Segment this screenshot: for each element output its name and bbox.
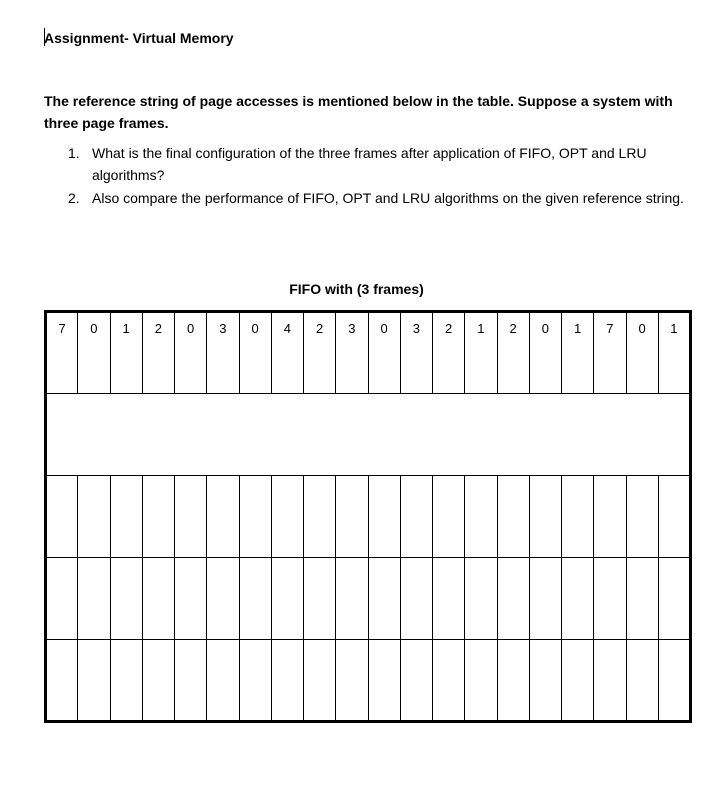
- question-text: Also compare the performance of FIFO, OPT and LRU algorithms on the given reference string.: [92, 190, 684, 206]
- frame-cell[interactable]: [336, 476, 368, 558]
- question-item: [44, 142, 684, 186]
- frame-cell[interactable]: [239, 558, 271, 640]
- frame-cell[interactable]: [78, 640, 110, 722]
- frame-cell[interactable]: [562, 640, 594, 722]
- frame-cell[interactable]: [658, 558, 690, 640]
- reference-cell: 2: [497, 312, 529, 394]
- reference-cell: 0: [175, 312, 207, 394]
- question-number: 1.: [68, 145, 80, 161]
- frame-cell[interactable]: [368, 640, 400, 722]
- reference-cell: 1: [465, 312, 497, 394]
- frame-cell[interactable]: [594, 558, 626, 640]
- frame-cell[interactable]: [529, 640, 561, 722]
- table-spacer-row: [46, 394, 691, 476]
- frame-cell[interactable]: [497, 558, 529, 640]
- frame-cell[interactable]: [304, 640, 336, 722]
- fifo-frame-table: [44, 310, 692, 723]
- reference-cell: 1: [658, 312, 690, 394]
- reference-cell: 3: [336, 312, 368, 394]
- frame-cell[interactable]: [497, 476, 529, 558]
- frame-cell[interactable]: [78, 558, 110, 640]
- frame-cell[interactable]: [239, 476, 271, 558]
- frame-cell[interactable]: [465, 558, 497, 640]
- frame-cell[interactable]: [175, 558, 207, 640]
- frame-cell[interactable]: [400, 640, 432, 722]
- frame-cell[interactable]: [529, 476, 561, 558]
- frame-cell[interactable]: [658, 640, 690, 722]
- reference-cell: 0: [368, 312, 400, 394]
- frame-cell[interactable]: [626, 640, 658, 722]
- frame-cell[interactable]: [658, 476, 690, 558]
- frame-cell[interactable]: [271, 558, 303, 640]
- frame-cell[interactable]: [207, 558, 239, 640]
- frame-cell[interactable]: [142, 640, 174, 722]
- frame-cell[interactable]: [142, 476, 174, 558]
- reference-cell: 4: [271, 312, 303, 394]
- frame-cell[interactable]: [304, 476, 336, 558]
- frame-cell[interactable]: [594, 476, 626, 558]
- reference-cell: 0: [239, 312, 271, 394]
- frame-cell[interactable]: [626, 476, 658, 558]
- frame-cell[interactable]: [562, 476, 594, 558]
- frame-cell[interactable]: [271, 476, 303, 558]
- reference-cell: 0: [626, 312, 658, 394]
- frame-row: [46, 476, 691, 558]
- frame-cell[interactable]: [46, 640, 78, 722]
- frame-cell[interactable]: [207, 476, 239, 558]
- frame-cell[interactable]: [78, 476, 110, 558]
- frame-cell[interactable]: [46, 558, 78, 640]
- frame-cell[interactable]: [239, 640, 271, 722]
- frame-cell[interactable]: [400, 476, 432, 558]
- frame-cell[interactable]: [465, 640, 497, 722]
- frame-cell[interactable]: [562, 558, 594, 640]
- question-item: [44, 187, 684, 209]
- frame-cell[interactable]: [465, 476, 497, 558]
- frame-cell[interactable]: [400, 558, 432, 640]
- frame-cell[interactable]: [529, 558, 561, 640]
- frame-table-body: [46, 312, 691, 722]
- reference-string-row: [46, 312, 691, 394]
- frame-cell[interactable]: [626, 558, 658, 640]
- frame-cell[interactable]: [433, 640, 465, 722]
- frame-row: [46, 640, 691, 722]
- table-caption: FIFO with (3 frames): [289, 281, 424, 297]
- table-spacer-cell: [46, 394, 691, 476]
- frame-cell[interactable]: [175, 640, 207, 722]
- reference-cell: 1: [562, 312, 594, 394]
- reference-cell: 2: [304, 312, 336, 394]
- frame-cell[interactable]: [594, 640, 626, 722]
- frame-cell[interactable]: [207, 640, 239, 722]
- question-text: What is the final configuration of the three frames after application of FIFO, OPT and LRU algorithms?: [92, 145, 647, 183]
- frame-cell[interactable]: [336, 558, 368, 640]
- frame-cell[interactable]: [336, 640, 368, 722]
- frame-cell[interactable]: [368, 558, 400, 640]
- question-list: [44, 142, 684, 210]
- frame-cell[interactable]: [304, 558, 336, 640]
- reference-cell: 0: [529, 312, 561, 394]
- reference-cell: 2: [433, 312, 465, 394]
- reference-cell: 7: [594, 312, 626, 394]
- frame-cell[interactable]: [433, 476, 465, 558]
- reference-cell: 3: [207, 312, 239, 394]
- reference-cell: 3: [400, 312, 432, 394]
- question-number: 2.: [68, 190, 80, 206]
- frame-row: [46, 558, 691, 640]
- frame-cell[interactable]: [46, 476, 78, 558]
- frame-cell[interactable]: [497, 640, 529, 722]
- frame-cell[interactable]: [110, 558, 142, 640]
- frame-cell[interactable]: [142, 558, 174, 640]
- reference-cell: 1: [110, 312, 142, 394]
- intro-paragraph: The reference string of page accesses is mentioned below in the table. Suppose a system with three page frames.: [44, 93, 673, 131]
- reference-cell: 7: [46, 312, 78, 394]
- frame-cell[interactable]: [368, 476, 400, 558]
- frame-cell[interactable]: [110, 476, 142, 558]
- reference-cell: 0: [78, 312, 110, 394]
- frame-cell[interactable]: [175, 476, 207, 558]
- frame-cell[interactable]: [110, 640, 142, 722]
- frame-cell[interactable]: [433, 558, 465, 640]
- frame-cell[interactable]: [271, 640, 303, 722]
- document-title: Assignment- Virtual Memory: [44, 30, 234, 46]
- reference-cell: 2: [142, 312, 174, 394]
